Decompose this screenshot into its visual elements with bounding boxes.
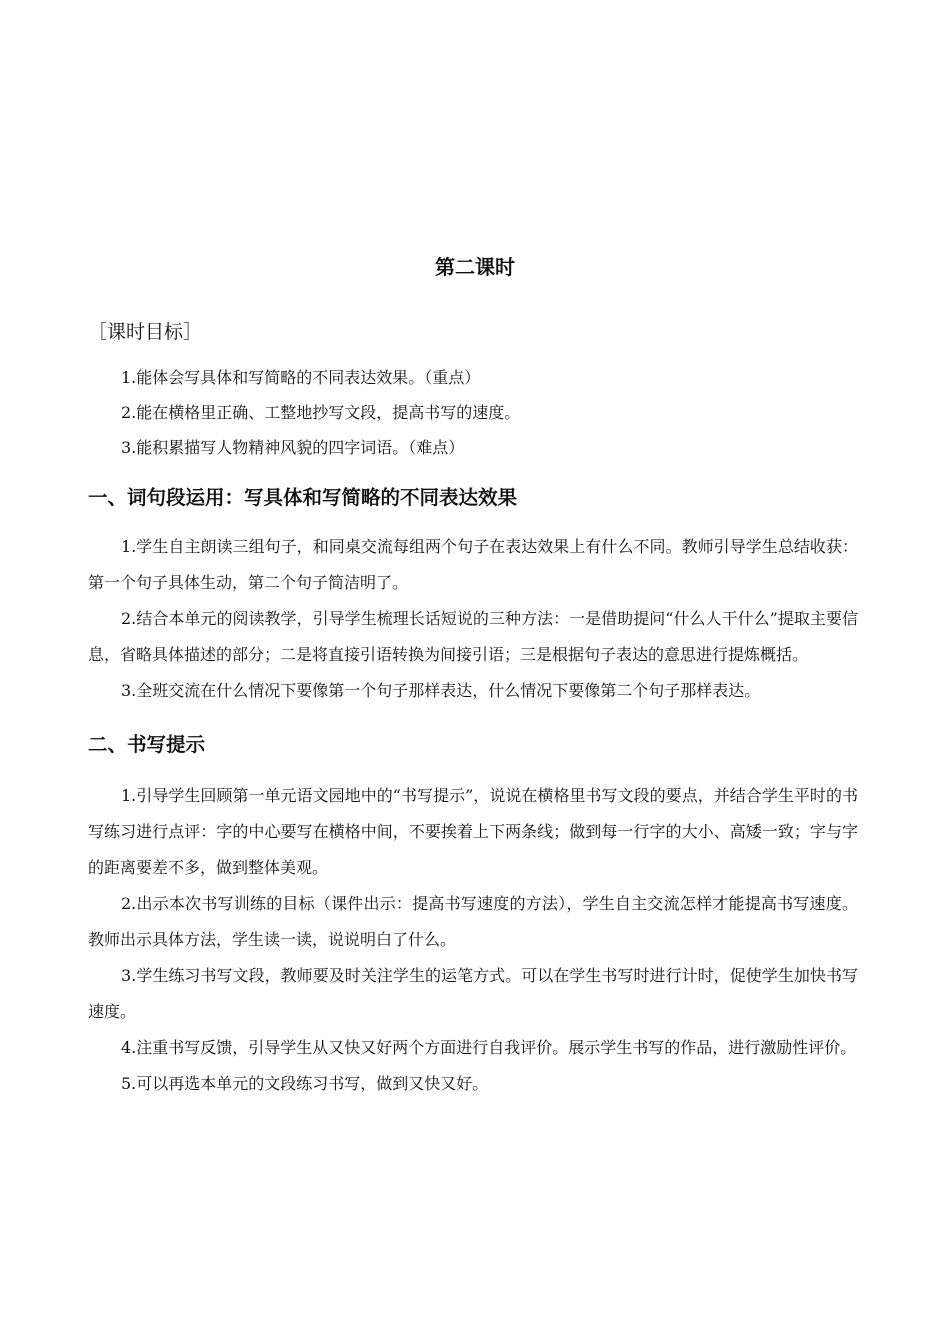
- paragraph: 2.出示本次书写训练的目标（课件出示：提高书写速度的方法），学生自主交流怎样才能提高书写速度。教师出示具体方法，学生读一读，说说明白了什么。: [88, 894, 858, 949]
- paragraph: 2.结合本单元的阅读教学，引导学生梳理长话短说的三种方法：一是借助提问“什么人干什么”提取主要信息，省略具体描述的部分；二是将直接引语转换为间接引语；三是根据句子表达的意思进行提炼概括。: [88, 609, 858, 664]
- lesson-title: 第二课时: [435, 255, 515, 279]
- goals-heading: ［课时目标］: [88, 321, 203, 343]
- paragraph: 5.可以再选本单元的文段练习书写，做到又快又好。: [121, 1074, 489, 1093]
- goal-item: 1.能体会写具体和写简略的不同表达效果。（重点）: [121, 368, 481, 387]
- section-sentence-usage: [88, 483, 858, 709]
- paragraph: 1.引导学生回顾第一单元语文园地中的“书写提示”，说说在横格里书写文段的要点，并结合学生平时的书写练习进行点评：字的中心要写在横格中间，不要挨着上下两条线；做到每一行字的大小、高矮一致；字与字的距离要差不多，做到整体美观。: [88, 786, 858, 877]
- lesson-goals: [88, 318, 858, 465]
- section-writing-tips: [88, 730, 858, 1102]
- paragraph: 1.学生自主朗读三组句子，和同桌交流每组两个句子在表达效果上有什么不同。教师引导学生总结收获：第一个句子具体生动，第二个句子简洁明了。: [88, 537, 858, 592]
- goal-item: 2.能在横格里正确、工整地抄写文段，提高书写的速度。: [121, 403, 521, 422]
- paragraph: 3.学生练习书写文段，教师要及时关注学生的运笔方式。可以在学生书写时进行计时，促使学生加快书写速度。: [88, 966, 858, 1021]
- section-heading: 一、词句段运用：写具体和写简略的不同表达效果: [88, 486, 518, 509]
- goal-item: 3.能积累描写人物精神风貌的四字词语。（难点）: [121, 438, 465, 457]
- paragraph: 3.全班交流在什么情况下要像第一个句子那样表达，什么情况下要像第二个句子那样表达。: [121, 681, 761, 700]
- document-body: [88, 318, 858, 1102]
- paragraph: 4.注重书写反馈，引导学生从又快又好两个方面进行自我评价。展示学生书写的作品，进行激励性评价。: [121, 1038, 857, 1057]
- section-heading: 二、书写提示: [88, 733, 206, 756]
